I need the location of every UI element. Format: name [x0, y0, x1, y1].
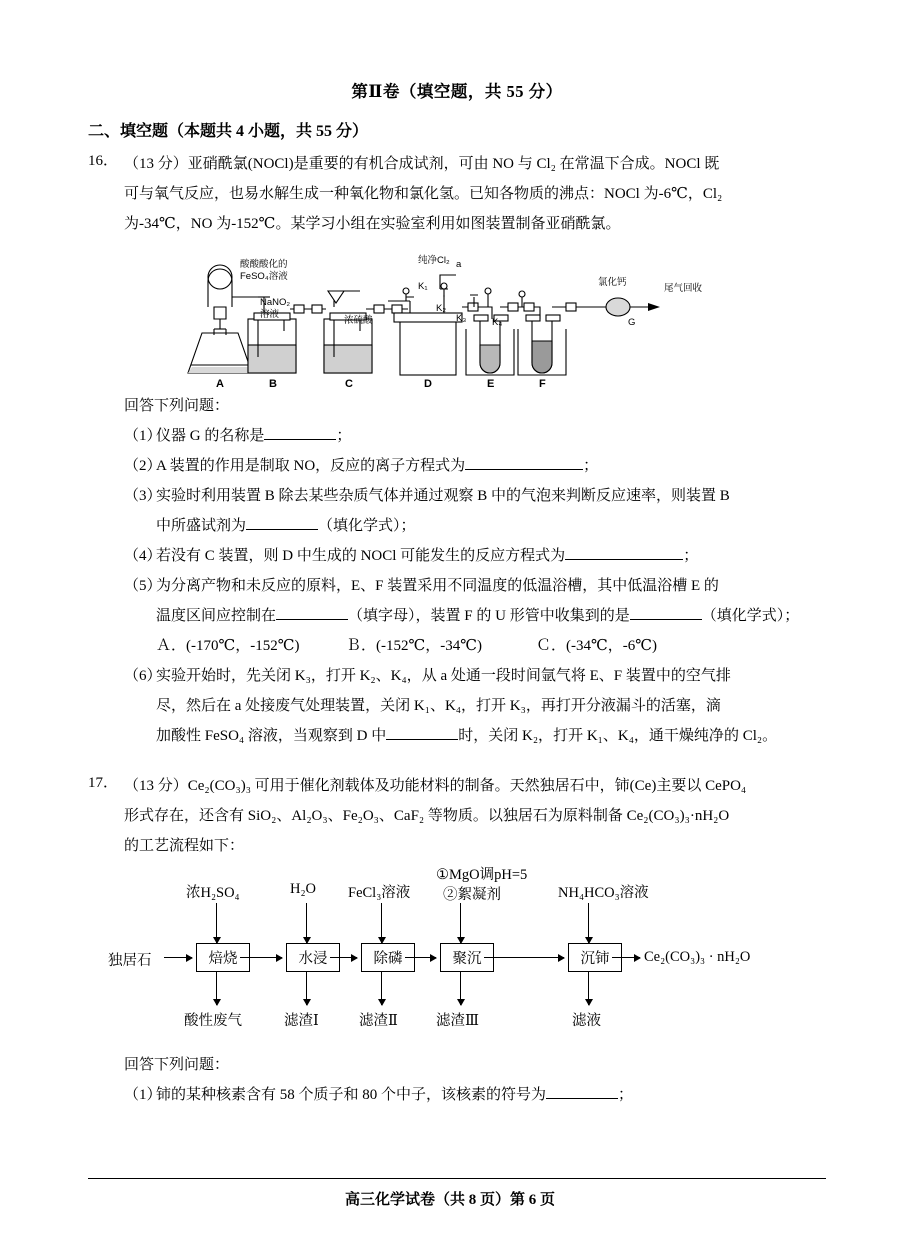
q16-item-6-line3	[156, 721, 826, 751]
flow-box-3: 除磷	[361, 943, 415, 972]
q16-item-6-d: 时，关闭 K₂，打开 K₁、K₄，通干燥纯净的 Cl₂。	[458, 728, 778, 744]
question-17-number: 17．	[88, 775, 119, 791]
footer-divider	[88, 1178, 826, 1179]
label-nano2-line1: NaNO₂	[260, 297, 291, 308]
q16-choice-b[interactable]: Ｂ．(-152℃，-34℃)	[346, 638, 483, 654]
question-16-number: 16．	[88, 153, 119, 169]
q16-item-3-b: 中所盛试剂为	[156, 518, 247, 534]
q16-choice-a[interactable]: Ａ．(-170℃，-152℃)	[156, 638, 300, 654]
q16-choice-c[interactable]: Ｃ．(-34℃，-6℃)	[536, 638, 658, 654]
q16-item-5-b: 温度区间应控制在	[156, 608, 277, 624]
device-A: A	[216, 378, 224, 390]
flow-top-label-2: H₂O	[290, 881, 316, 897]
q16-item-2-text	[156, 451, 826, 481]
device-E: E	[487, 378, 495, 390]
question-16-stem	[124, 149, 826, 239]
label-cacl2: 氯化钙	[598, 277, 627, 288]
question-16	[88, 149, 826, 239]
flow-top-label-4b: ②絮凝剂	[443, 887, 501, 903]
q16-item-2-a: A 装置的作用是制取 NO，反应的离子方程式为	[156, 458, 466, 474]
q16-item-6-c: 加酸性 FeSO₄ 溶液，当观察到 D 中	[156, 728, 387, 744]
q16-stem-line-1: （13 分）亚硝酰氯(NOCl)是重要的有机合成试剂，可由 NO 与 Cl₂ 在常温下合成。NOCl 既	[124, 156, 720, 172]
flow-bottom-label-4: 滤渣Ⅲ	[436, 1013, 479, 1029]
flow-box-4: 聚沉	[440, 943, 494, 972]
flow-out-arrow-4	[460, 971, 461, 1005]
flow-input-label: 独居石	[108, 953, 152, 969]
flow-top-label-4a: ①MgO调pH=5	[436, 867, 528, 883]
apparatus-svg	[88, 245, 826, 390]
q17-item-1-blank[interactable]	[546, 1098, 618, 1099]
flow-box-5: 沉铈	[568, 943, 622, 972]
q16-item-5-label: （5）	[124, 578, 162, 594]
flow-arrow-4-5	[484, 957, 564, 958]
flow-in-arrow-3	[381, 903, 382, 943]
q16-item-5	[124, 571, 826, 631]
q16-item-5-a: 为分离产物和未反应的原料，E、F 装置采用不同温度的低温浴槽，其中低温浴槽 E 的	[156, 578, 719, 594]
label-feso4-line2: FeSO₄溶液	[240, 271, 288, 282]
q17-item-1	[124, 1080, 826, 1110]
q16-item-1-label: （1）	[124, 428, 162, 444]
page-content	[88, 78, 826, 1110]
q16-item-4	[124, 541, 826, 571]
flow-arrow-2-3	[330, 957, 357, 958]
flow-arrow-out	[612, 957, 640, 958]
flow-in-arrow-4	[460, 903, 461, 943]
q16-item-5-text	[156, 571, 826, 631]
q16-prompt: 回答下列问题：	[124, 398, 230, 414]
q16-item-4-a: 若没有 C 装置，则 D 中生成的 NOCl 可能发生的反应方程式为	[156, 548, 566, 564]
q16-item-5-blank-2[interactable]	[630, 619, 702, 620]
q16-item-4-text	[156, 541, 826, 571]
q17-item-1-b: ；	[618, 1087, 634, 1103]
flow-out-arrow-3	[381, 971, 382, 1005]
flow-bottom-label-5: 滤液	[572, 1013, 601, 1029]
q16-item-3-a: 实验时利用装置 B 除去某些杂质气体并通过观察 B 中的气泡来判断反应速率，则装置 B	[156, 488, 730, 504]
q16-item-1-b: ；	[336, 428, 352, 444]
flow-in-arrow-5	[588, 903, 589, 943]
label-k4: K₄	[492, 317, 503, 328]
device-B: B	[269, 378, 277, 390]
label-conc-sulfuric: 浓硫酸	[344, 315, 373, 326]
q16-item-2-blank[interactable]	[465, 469, 583, 470]
q16-stem-line-3: 为-34℃，NO 为-152℃。某学习小组在实验室利用如图装置制备亚硝酰氯。	[124, 216, 621, 232]
q16-item-6-text	[156, 661, 826, 751]
flow-in-arrow-2	[306, 903, 307, 943]
q16-item-3-label: （3）	[124, 488, 162, 504]
device-D: D	[424, 378, 432, 390]
q16-item-5-c: （填字母），装置 F 的 U 形管中收集到的是	[348, 608, 630, 624]
process-flow-diagram	[88, 865, 826, 1050]
label-pure-cl2: 纯净Cl₂	[418, 255, 450, 266]
q17-stem-line-1: （13 分）Ce₂(CO₃)₃ 可用于催化剂载体及功能材料的制备。天然独居石中，铈(Ce)主要以 CePO₄	[124, 778, 747, 794]
q16-item-1-text	[156, 421, 826, 451]
label-tail-gas: 尾气回收	[664, 283, 703, 294]
flow-out-arrow-1	[216, 971, 217, 1005]
apparatus-diagram	[88, 245, 826, 390]
q16-item-1-a: 仪器 G 的名称是	[156, 428, 265, 444]
q16-item-4-b: ；	[683, 548, 699, 564]
flow-arrow-in	[164, 957, 192, 958]
flow-top-label-5: NH₄HCO₃溶液	[558, 885, 649, 901]
question-17-stem	[124, 771, 826, 861]
q16-stem-line-2: 可与氧气反应，也易水解生成一种氧化物和氯化氢。已知各物质的沸点：NOCl 为-6℃，Cl₂	[124, 186, 723, 202]
q16-item-6	[124, 661, 826, 751]
q16-item-2-b: ；	[583, 458, 599, 474]
label-feso4-line1: 酸酸酸化的	[240, 259, 288, 270]
q17-stem-line-3: 的工艺流程如下：	[124, 838, 245, 854]
flow-output-label: Ce₂(CO₃)₃ · nH₂O	[644, 949, 751, 965]
section-heading: 二、填空题（本题共 4 小题，共 55 分）	[88, 123, 369, 140]
q17-item-1-label: （1）	[124, 1087, 162, 1103]
flow-top-label-1: 浓H₂SO₄	[186, 885, 240, 901]
q16-item-6-a: 实验开始时，先关闭 K₃，打开 K₂、K₄，从 a 处通一段时间氩气将 E、F 装置中的空气排	[156, 668, 731, 684]
flow-top-label-3: FeCl₃溶液	[348, 885, 411, 901]
q16-item-6-b: 尽，然后在 a 处接废气处理装置，关闭 K₁、K₄，打开 K₃，再打开分液漏斗的活塞，滴	[156, 698, 721, 714]
label-k2: K₂	[436, 303, 447, 314]
q17-item-1-text	[156, 1080, 826, 1110]
flow-bottom-label-1: 酸性废气	[184, 1013, 242, 1029]
label-G: G	[628, 317, 636, 328]
flow-in-arrow-1	[216, 903, 217, 943]
q16-item-6-blank[interactable]	[386, 739, 458, 740]
flow-arrow-1-2	[240, 957, 282, 958]
q16-item-4-label: （4）	[124, 548, 162, 564]
flow-box-1: 焙烧	[196, 943, 250, 972]
q16-item-4-blank[interactable]	[565, 559, 683, 560]
label-k3: K₃	[456, 313, 467, 324]
q16-item-3-blank[interactable]	[246, 529, 318, 530]
flow-box-2: 水浸	[286, 943, 340, 972]
flow-bottom-label-3: 滤渣Ⅱ	[359, 1013, 398, 1029]
q17-prompt: 回答下列问题：	[124, 1057, 230, 1073]
q16-item-3-text	[156, 481, 826, 541]
q16-item-2-label: （2）	[124, 458, 162, 474]
q16-item-5-d: （填化学式）；	[701, 608, 800, 624]
q16-item-2	[124, 451, 826, 481]
q16-choices	[156, 631, 826, 661]
question-17	[88, 771, 826, 861]
q16-item-5-blank-1[interactable]	[276, 619, 348, 620]
volume-title: 第Ⅱ卷（填空题，共 55 分）	[351, 82, 563, 101]
page-footer: 高三化学试卷（共 8 页）第 6 页	[344, 1192, 555, 1208]
q16-item-3-line2	[156, 511, 826, 541]
flow-arrow-3-4	[405, 957, 436, 958]
label-k1: K₁	[418, 281, 428, 292]
label-a: a	[456, 259, 462, 270]
q16-item-1	[124, 421, 826, 451]
flow-bottom-label-2: 滤渣Ⅰ	[284, 1013, 319, 1029]
device-C: C	[345, 378, 353, 390]
q16-item-3-c: （填化学式）；	[318, 518, 416, 534]
flow-out-arrow-5	[588, 971, 589, 1005]
flow-chart	[108, 865, 808, 1045]
q16-item-3	[124, 481, 826, 541]
label-nano2-line2: 溶液	[260, 309, 280, 320]
q17-stem-line-2: 形式存在，还含有 SiO₂、Al₂O₃、Fe₂O₃、CaF₂ 等物质。以独居石为原料制备 Ce₂(CO₃)₃·nH₂O	[124, 808, 730, 824]
q17-item-1-a: 铈的某种核素含有 58 个质子和 80 个中子，该核素的符号为	[156, 1087, 547, 1103]
q16-item-6-label: （6）	[124, 668, 162, 684]
device-F: F	[539, 378, 546, 390]
q16-item-1-blank[interactable]	[264, 439, 336, 440]
q16-item-5-line2	[156, 601, 826, 631]
flow-out-arrow-2	[306, 971, 307, 1005]
